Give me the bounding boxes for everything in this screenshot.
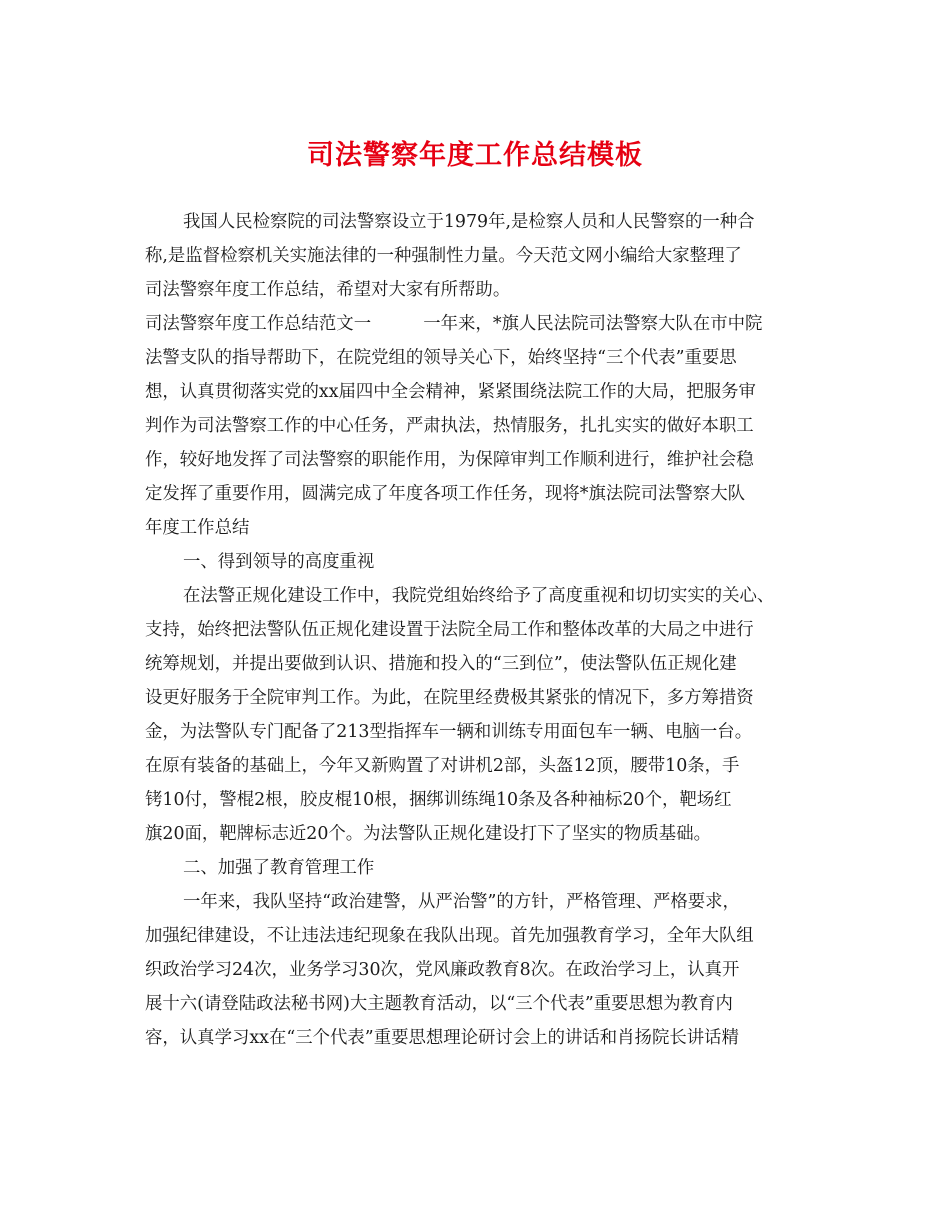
paragraph-line: 一年来，我队坚持“政治建警，从严治警”的方针，严格管理、严格要求， bbox=[183, 892, 740, 912]
paragraph-line: 法警支队的指导帮助下，在院党组的领导关心下，始终坚持“三个代表”重要思 bbox=[145, 348, 737, 368]
paragraph-line: 想，认真贯彻落实党的xx届四中全会精神，紧紧围绕法院工作的大局，把服务审 bbox=[145, 382, 756, 402]
document-body bbox=[145, 205, 815, 1055]
paragraph-line: 织政治学习24次，业务学习30次，党风廉政教育8次。在政治学习上，认真开 bbox=[145, 960, 740, 980]
paragraph-line: 金，为法警队专门配备了213型指挥车一辆和训练专用面包车一辆、电脑一台。 bbox=[145, 722, 753, 742]
paragraph-line: 作，较好地发挥了司法警察的职能作用，为保障审判工作顺利进行，维护社会稳 bbox=[145, 450, 754, 470]
paragraph-line: 旗20面，靶牌标志近20个。为法警队正规化建设打下了坚实的物质基础。 bbox=[145, 824, 711, 844]
paragraph-line: 在法警正规化建设工作中，我院党组始终给予了高度重视和切切实实的关心、 bbox=[183, 586, 775, 606]
paragraph-line: 展十六(请登陆政法秘书网)大主题教育活动，以“三个代表”重要思想为教育内 bbox=[145, 994, 733, 1014]
paragraph-line: 支持，始终把法警队伍正规化建设置于法院全局工作和整体改革的大局之中进行 bbox=[145, 620, 754, 640]
paragraph-line: 在原有装备的基础上，今年又新购置了对讲机2部，头盔12顶，腰带10条，手 bbox=[145, 756, 740, 776]
section-heading: 二、加强了教育管理工作 bbox=[183, 858, 375, 878]
section-heading: 一、得到领导的高度重视 bbox=[183, 552, 375, 572]
document-title: 司法警察年度工作总结模板 bbox=[307, 140, 643, 171]
paragraph-line: 统筹规划，并提出要做到认识、措施和投入的“三到位”，使法警队伍正规化建 bbox=[145, 654, 737, 674]
paragraph-line: 铐10付，警棍2根，胶皮棍10根，捆绑训练绳10条及各种袖标20个，靶场红 bbox=[145, 790, 732, 810]
paragraph-line: 年度工作总结 bbox=[145, 518, 250, 538]
paragraph-line: 司法警察年度工作总结范文一 一年来，*旗人民法院司法警察大队在市中院 bbox=[145, 314, 763, 334]
paragraph-line: 称,是监督检察机关实施法律的一种强制性力量。今天范文网小编给大家整理了 bbox=[145, 246, 742, 266]
paragraph-line: 容，认真学习xx在“三个代表”重要思想理论研讨会上的讲话和肖扬院长讲话精 bbox=[145, 1028, 739, 1048]
paragraph-line: 我国人民检察院的司法警察设立于1979年,是检察人员和人民警察的一种合 bbox=[183, 212, 755, 232]
paragraph-line: 加强纪律建设，不让违法违纪现象在我队出现。首先加强教育学习，全年大队组 bbox=[145, 926, 754, 946]
paragraph-line: 定发挥了重要作用，圆满完成了年度各项工作任务，现将*旗法院司法警察大队 bbox=[145, 484, 745, 504]
paragraph-line: 判作为司法警察工作的中心任务，严肃执法，热情服务，扎扎实实的做好本职工 bbox=[145, 416, 754, 436]
paragraph-line: 司法警察年度工作总结，希望对大家有所帮助。 bbox=[145, 280, 511, 300]
paragraph-line: 设更好服务于全院审判工作。为此，在院里经费极其紧张的情况下，多方筹措资 bbox=[145, 688, 754, 708]
